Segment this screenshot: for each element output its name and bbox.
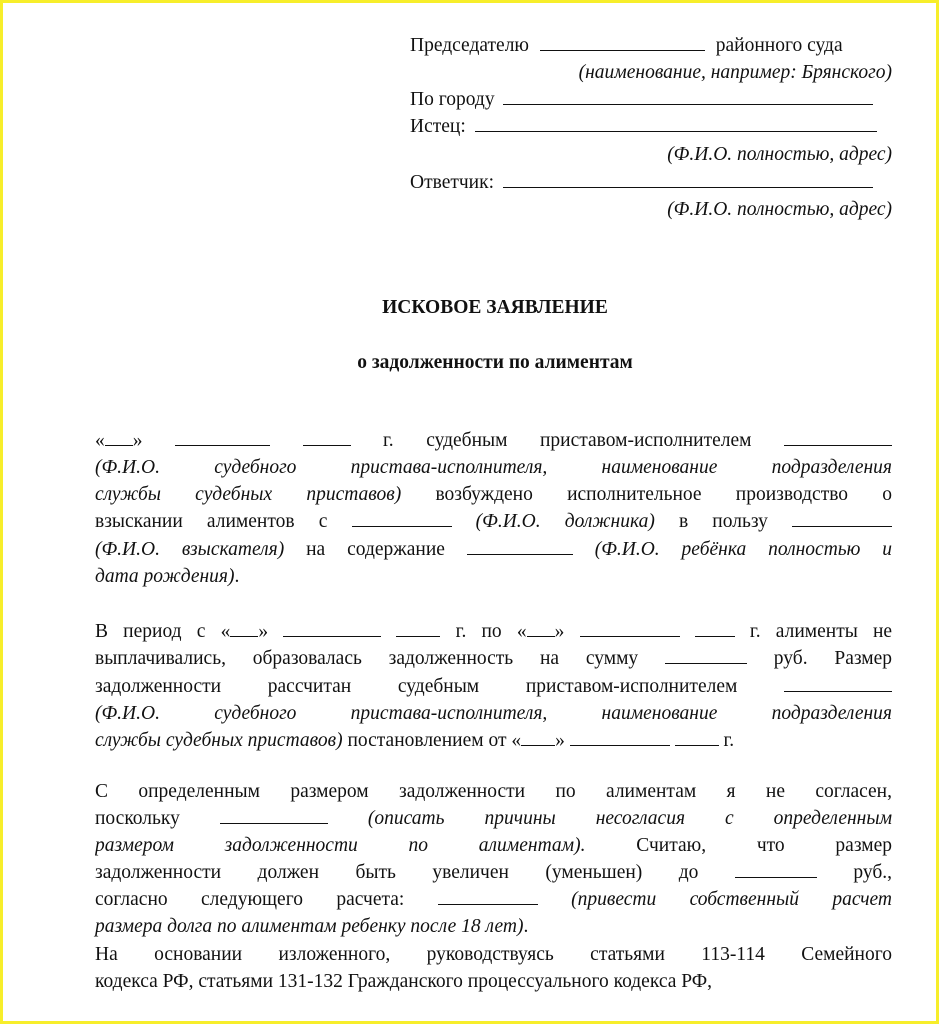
defendant-line (410, 171, 892, 195)
p2-decision-year-blank (675, 729, 719, 746)
p2-line4: (Ф.И.О. судебного пристава-исполнителя, наименование подразделения (95, 703, 892, 724)
p2-to-month-blank (580, 620, 680, 637)
p1-month-blank (175, 429, 270, 446)
p3-line2: поскольку (описать причины несогласия с определенным (95, 808, 892, 829)
chairman-line (410, 34, 892, 58)
p2-bailiff-blank (784, 675, 892, 692)
document-subtitle: о задолженности по алиментам (357, 352, 633, 373)
p1-line5: (Ф.И.О. взыскателя) на содержание (Ф.И.О. ребёнка полностью и (95, 539, 892, 560)
p2-line1: В период с « » г. по « » г. алименты не (95, 621, 892, 642)
p1-line1: « » г. судебным приставом-исполнителем (95, 429, 892, 453)
p1-line2: (Ф.И.О. судебного пристава-исполнителя, наименование подразделения (95, 457, 892, 478)
p2-from-year-blank (396, 620, 440, 637)
p3-line3: размером задолженности по алиментам). Считаю, что размер (95, 835, 892, 856)
p3-line6: размера долга по алиментам ребенку после 18 лет). (95, 916, 529, 937)
p1-debtor-blank (352, 510, 452, 527)
city-blank (503, 88, 873, 105)
p3-amount-blank (735, 861, 817, 878)
p2-decision-day-blank (521, 729, 555, 746)
p2-decision-month-blank (570, 729, 670, 746)
p3-line4: задолженности должен быть увеличен (уменьшен) до руб., (95, 862, 892, 883)
p2-to-year-blank (695, 620, 735, 637)
city-line (410, 88, 892, 112)
p2-line2: выплачивались, образовалась задолженность на сумму руб. Размер (95, 648, 892, 669)
p3-calc-blank (438, 888, 538, 905)
court-hint: (наименование, например: Брянского) (578, 62, 892, 83)
p2-from-day-blank (230, 620, 258, 637)
p1-line4: взыскании алиментов с (Ф.И.О. должника) в пользу (95, 510, 892, 534)
chairman-suffix: районного суда (715, 35, 843, 56)
p2-line5: службы судебных приставов) постановлением от « » г. (95, 730, 735, 751)
p1-year-blank (303, 429, 351, 446)
plaintiff-blank (475, 115, 877, 132)
defendant-blank (503, 171, 873, 188)
p3-line1: С определенным размером задолженности по алиментам я не согласен, (95, 781, 892, 802)
p1-line3: службы судебных приставов) возбуждено исполнительное производство о (95, 484, 892, 505)
p4-line2: кодекса РФ, статьями 131-132 Гражданского процессуального кодекса РФ, (95, 971, 713, 992)
plaintiff-label: Истец: (410, 116, 466, 137)
defendant-hint: (Ф.И.О. полностью, адрес) (667, 199, 892, 220)
court-blank (540, 34, 705, 51)
city-label: По городу (410, 89, 495, 110)
plaintiff-line (410, 115, 892, 139)
p4-line1: На основании изложенного, руководствуясь статьями 113-114 Семейного (95, 944, 892, 965)
chairman-prefix: Председателю (410, 35, 529, 56)
p2-line3: задолженности рассчитан судебным приставом-исполнителем (95, 675, 892, 699)
p3-line5: согласно следующего расчета: (привести собственный расчет (95, 889, 892, 910)
p1-child-blank (467, 538, 573, 555)
p2-sum-blank (665, 647, 747, 664)
p2-from-month-blank (283, 620, 381, 637)
plaintiff-hint: (Ф.И.О. полностью, адрес) (667, 144, 892, 165)
p1-beneficiary-blank (792, 510, 892, 527)
p3-reason-blank (220, 807, 328, 824)
p1-day-blank (105, 429, 133, 446)
p1-bailiff-blank (784, 429, 892, 446)
p1-line6: дата рождения). (95, 566, 240, 587)
p2-to-day-blank (527, 620, 555, 637)
defendant-label: Ответчик: (410, 172, 495, 193)
document-title: ИСКОВОЕ ЗАЯВЛЕНИЕ (382, 297, 608, 318)
